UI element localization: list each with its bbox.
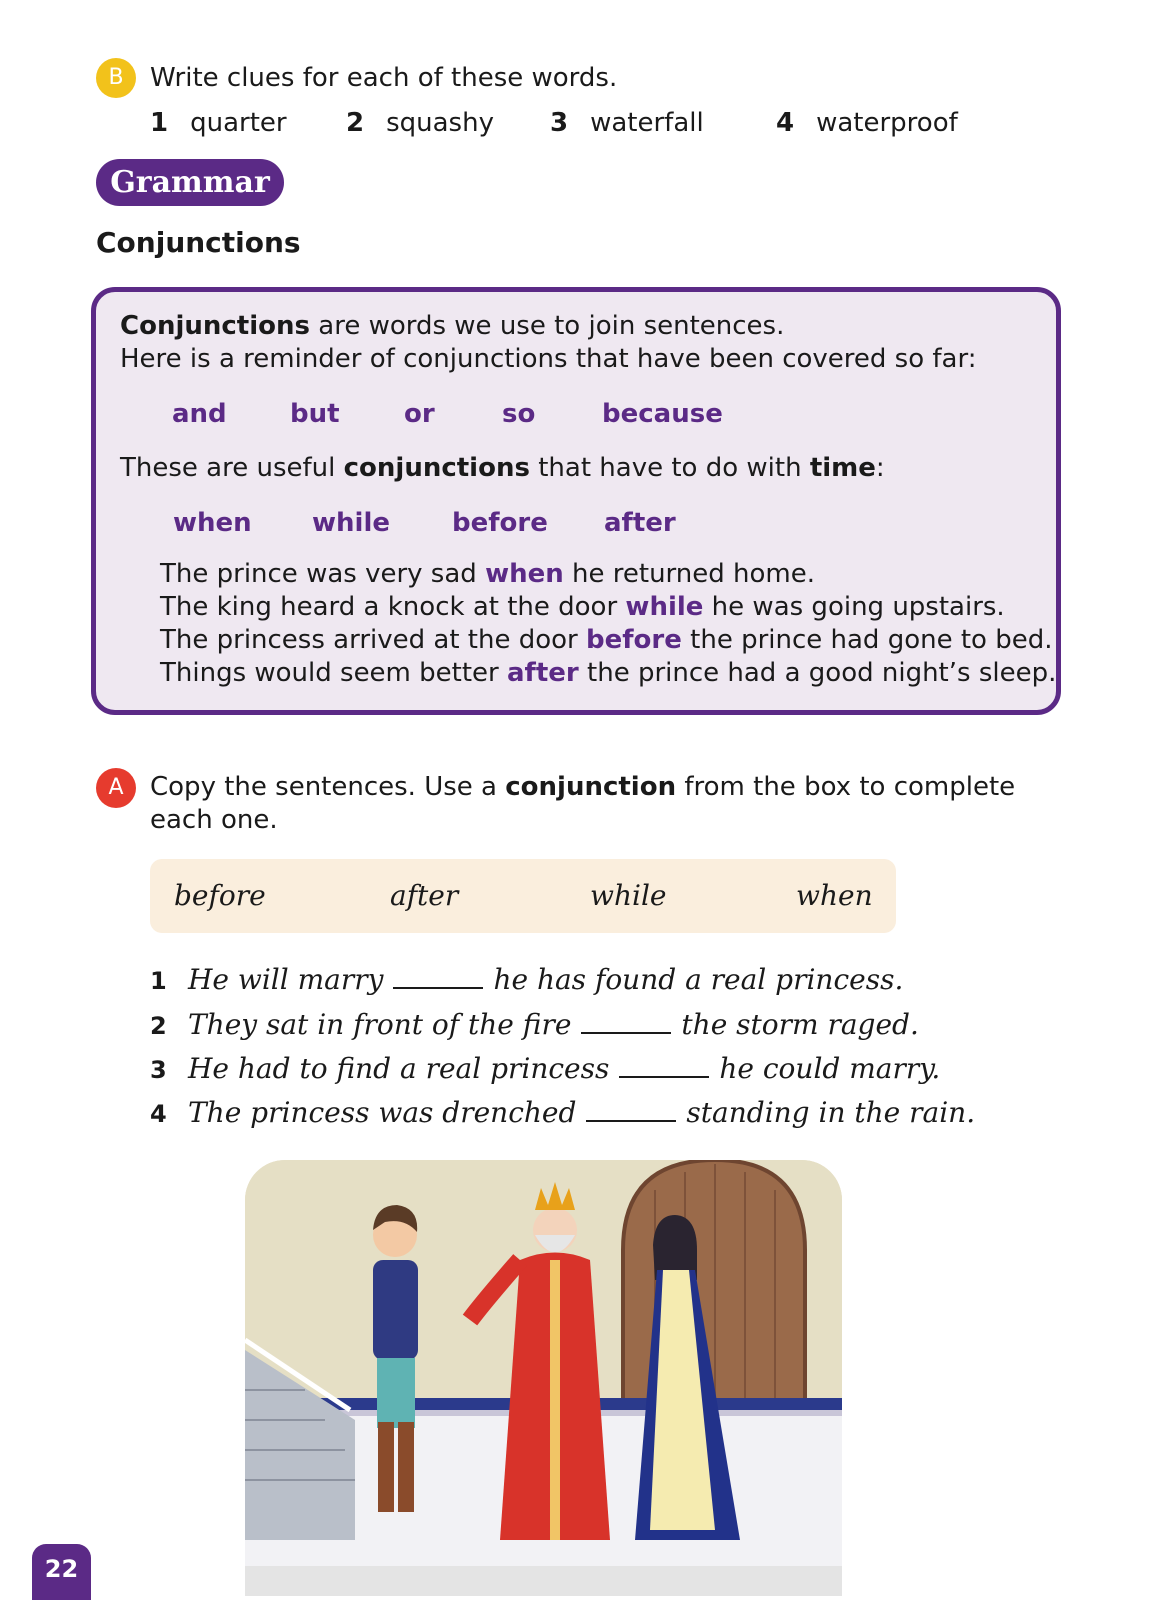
- instruction-post: from the box to complete: [676, 772, 1016, 802]
- sentence-end: the storm raged.: [681, 1008, 919, 1041]
- instruction-pre: Copy the sentences. Use a: [150, 772, 506, 802]
- time-conjunction-word: before: [452, 508, 548, 538]
- item-number: 2: [346, 108, 365, 138]
- item-word: waterfall: [590, 108, 704, 138]
- example-conjunction: before: [586, 625, 682, 655]
- example-conjunction: after: [507, 658, 579, 688]
- instruction-bold: conjunction: [505, 772, 677, 802]
- sentence-end: he has found a real princess.: [493, 963, 904, 996]
- activity-b-instruction: Write clues for each of these words.: [150, 63, 618, 93]
- answer-blank[interactable]: [393, 967, 483, 989]
- word-box-item: while: [590, 879, 667, 912]
- example-pre: The princess arrived at the door: [160, 625, 586, 655]
- intro-line: [120, 310, 784, 343]
- time-mid: that have to do with: [529, 453, 810, 483]
- time-line: [120, 452, 885, 485]
- answer-blank[interactable]: [619, 1056, 709, 1078]
- time-bold-conjunctions: conjunctions: [343, 453, 530, 483]
- sentence-number: 1: [150, 967, 167, 995]
- item-word: quarter: [190, 108, 287, 138]
- sentence-start: He will marry: [188, 963, 384, 996]
- example-pre: Things would seem better: [160, 658, 507, 688]
- conjunction-word: but: [290, 399, 340, 429]
- intro-bold: Conjunctions: [120, 311, 310, 341]
- story-illustration: [245, 1160, 842, 1596]
- sentence-start: The princess was drenched: [188, 1096, 577, 1129]
- activity-a-instruction: [150, 771, 1015, 837]
- time-pre: These are useful: [120, 453, 344, 483]
- conjunction-info-box: [91, 287, 1061, 715]
- activity-b-badge: B: [96, 58, 136, 98]
- conjunction-word: because: [602, 399, 723, 429]
- sentence-number: 4: [150, 1100, 167, 1128]
- time-conjunction-word: after: [604, 508, 676, 538]
- conjunction-word: and: [172, 399, 227, 429]
- item-word: waterproof: [816, 108, 958, 138]
- example-sentence: [160, 624, 1053, 657]
- example-post: he returned home.: [563, 559, 815, 589]
- activity-a-badge: A: [96, 768, 136, 808]
- exercise-sentence: [150, 1052, 940, 1085]
- time-bold-time: time: [809, 453, 876, 483]
- example-sentence: [160, 591, 1005, 624]
- grammar-label: Grammar: [96, 159, 284, 206]
- word-box: [150, 859, 896, 933]
- sentence-start: They sat in front of the fire: [188, 1008, 572, 1041]
- page-number: 22: [32, 1544, 91, 1600]
- intro-rest: are words we use to join sentences.: [310, 311, 785, 341]
- exercise-sentence: [150, 1096, 975, 1129]
- item-number: 4: [776, 108, 795, 138]
- list-item: [550, 108, 704, 138]
- conjunction-word: so: [502, 399, 536, 429]
- sentence-end: standing in the rain.: [686, 1096, 976, 1129]
- list-item: [346, 108, 494, 138]
- exercise-sentence: [150, 1008, 919, 1041]
- answer-blank[interactable]: [586, 1100, 676, 1122]
- page-heading: Conjunctions: [96, 226, 301, 259]
- list-item: [776, 108, 958, 138]
- example-pre: The king heard a knock at the door: [160, 592, 626, 622]
- example-post: the prince had gone to bed.: [681, 625, 1053, 655]
- illustration-drawing: [245, 1160, 842, 1596]
- sentence-number: 3: [150, 1056, 167, 1084]
- time-conjunction-word: when: [173, 508, 252, 538]
- example-post: the prince had a good night’s sleep.: [578, 658, 1057, 688]
- example-conjunction: when: [485, 559, 564, 589]
- time-end: :: [875, 453, 885, 483]
- example-sentence: [160, 657, 1056, 690]
- instruction-line2: each one.: [150, 805, 278, 835]
- word-box-item: after: [390, 879, 459, 912]
- conjunction-word: or: [404, 399, 435, 429]
- word-box-item: when: [796, 879, 873, 912]
- list-item: [150, 108, 287, 138]
- example-conjunction: while: [625, 592, 704, 622]
- sentence-start: He had to find a real princess: [188, 1052, 610, 1085]
- sentence-number: 2: [150, 1012, 167, 1040]
- item-number: 3: [550, 108, 569, 138]
- reminder-line: Here is a reminder of conjunctions that have been covered so far:: [120, 344, 977, 374]
- item-word: squashy: [386, 108, 494, 138]
- time-conjunction-word: while: [312, 508, 390, 538]
- example-pre: The prince was very sad: [160, 559, 486, 589]
- exercise-sentence: [150, 963, 903, 996]
- word-box-item: before: [174, 879, 266, 912]
- answer-blank[interactable]: [581, 1012, 671, 1034]
- sentence-end: he could marry.: [719, 1052, 941, 1085]
- example-post: he was going upstairs.: [703, 592, 1005, 622]
- item-number: 1: [150, 108, 169, 138]
- example-sentence: [160, 558, 815, 591]
